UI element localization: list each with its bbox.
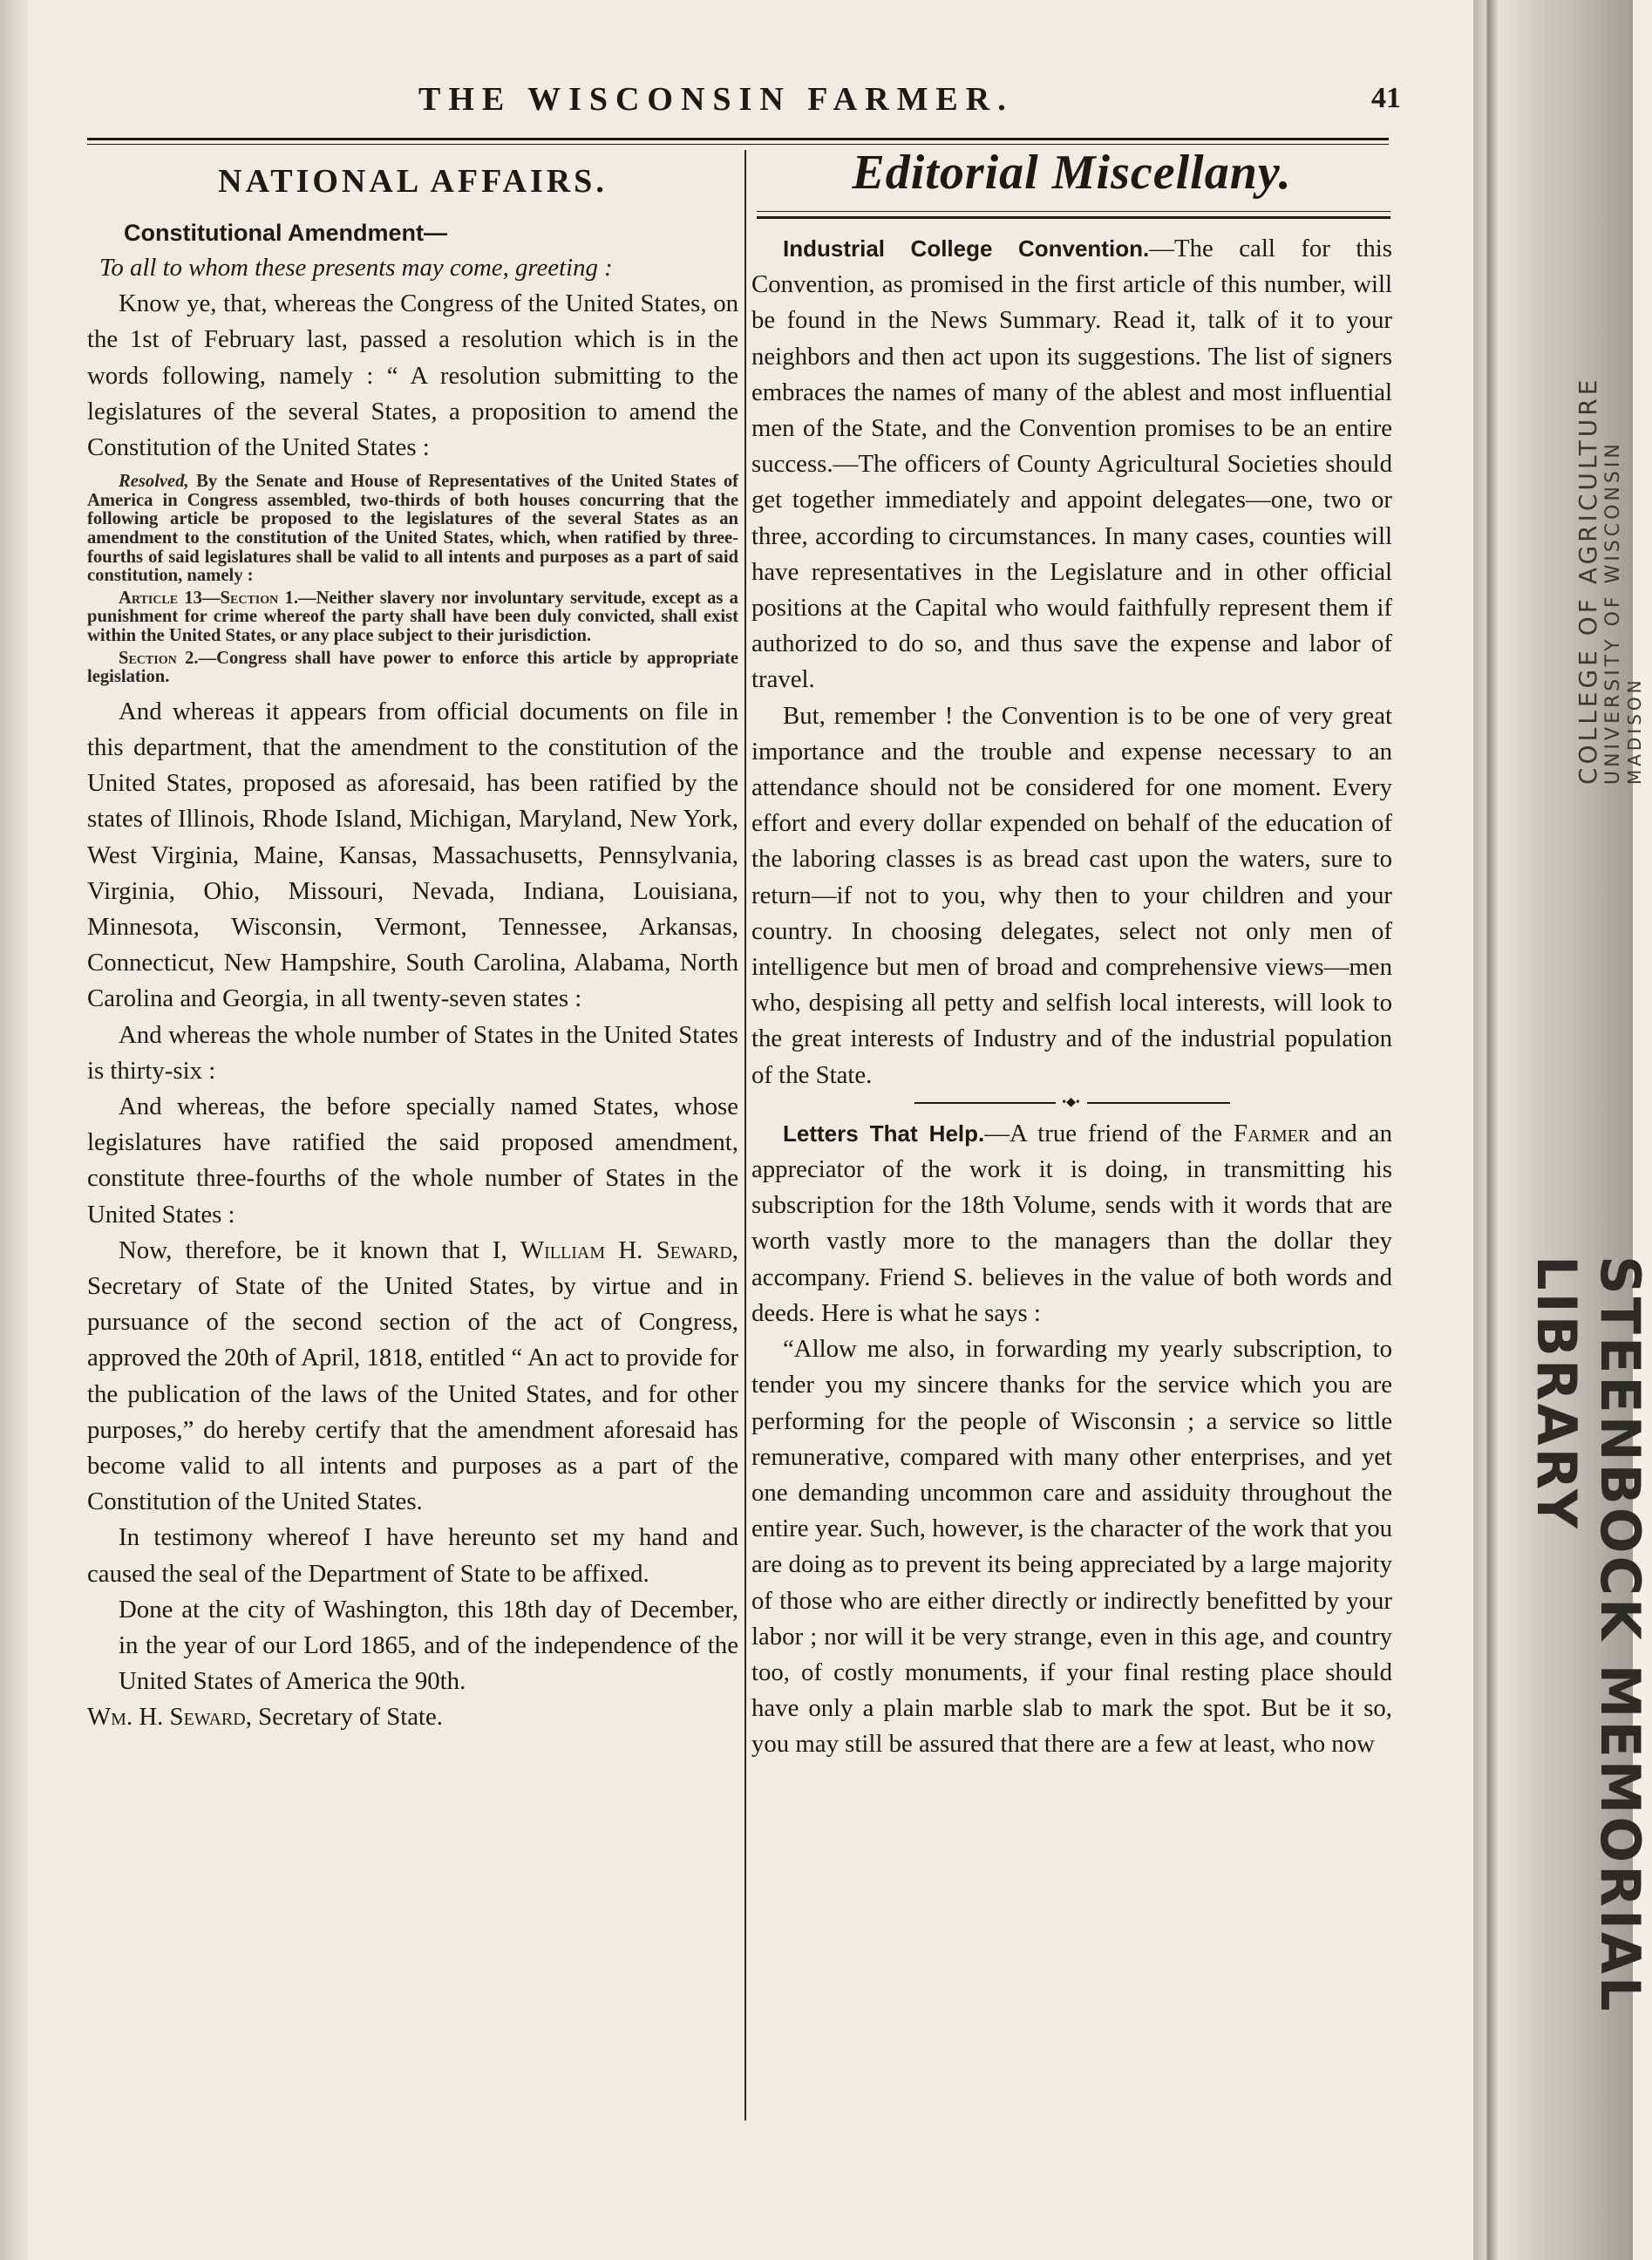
section-2-body: —Congress shall have power to enforce this article by appropriate legislation. [87,648,738,687]
spine-stamp-college: COLLEGE OF AGRICULTURE [1574,376,1602,785]
resolution-text [87,473,738,586]
publication-title: THE WISCONSIN FARMER. [418,81,1014,118]
section-title-national-affairs: NATIONAL AFFAIRS. [218,163,608,200]
paragraph-whereas-thirty-six: And whereas the whole number of States in the United States is thirty-six : [87,1020,738,1085]
article-13-body: —Neither slavery nor involuntary servitude, except as a punishment for crime whereof the party shall have been duly convicted, shall exist within the United States, or any place subject to their jurisdiction. [87,588,738,645]
resolved-lead: Resolved, [119,472,189,492]
letters-that-help-intro: —A true friend of the [984,1119,1234,1147]
paragraph-whereas-ratified: And whereas it appears from official documents on file in this department, that the amendment to the constitution of the United States, proposed as aforesaid, has been ratified by the states of Illinois, Rhode Island, Michigan, Maryland, New York, West Virginia, Maine, Kansas, Massachusetts, Pennsylvania, Virginia, Ohio, Missouri, Nevada, Indiana, Louisiana, Minnesota, Wisconsin, Vermont, Tennessee, Arkansas, Connecticut, New Hampshire, South Carolina, Alabama, North Carolina and Georgia, in all twenty-seven states : [87,697,738,1013]
paragraph-letters-that-help [751,1116,1392,1331]
william-seward-name: William H. Seward [520,1236,732,1264]
spine-library-stamp [1525,942,1652,2232]
proclamation-salutation: To all to whom these presents may come, greeting : [99,254,613,282]
paragraph-whereas-three-fourths: And whereas, the before specially named States, whose legislatures have ratified the said proposed amendment, constitute three-fourths of the whole number of States in the United States : [87,1092,738,1229]
section-2-lead: Section 2. [119,648,199,668]
signature-title: , Secretary of State. [245,1703,443,1732]
farmer-name: Farmer [1234,1119,1310,1147]
article-title-constitutional-amendment: Constitutional Amendment— [124,220,447,246]
page-number: 41 [1371,82,1401,114]
left-column [87,150,738,1736]
industrial-college-body: —The call for this Convention, as promised in the first article of this number, will be found in the News Summary. Read it, talk of it to your neighbors and then act upon its suggestions. The list of signers embraces the names of many of the ablest and most influential men of the State, and the Convention promises to be an entire success.—The officers of County Agricultural Societies should get together immediately and appoint delegates—one, two or three, according to circumstances. In many cases, counties will have representatives in the Legislature and in other official positions at the Capital who would faithfully represent them if authorized to do so, and thus save the expense and labor of travel. [751,235,1393,694]
spine-stamp-university: UNIVERSITY OF WISCONSIN [1602,440,1624,785]
header-double-rule [87,138,1389,145]
signature-name: Wm. H. Seward [87,1703,246,1732]
editorial-double-rule [757,211,1390,219]
paragraph-allow-me: “Allow me also, in forwarding my yearly subscription, to tender you my sincere thanks for the service which you are performing for the people of Wisconsin ; a service so little remunerative, compared with many other enterprises, and yet one demanding uncommon care and assiduity throughout the entire year. Such, however, is the character of the work that you are doing as to prevent its being appreciated by a large majority of those who are either directly or indirectly benefitted by your labor ; nor will it be very strange, even in this age, and country too, of costly monuments, if your final resting place should have only a plain marble slab to mark the spot. But be it so, you may still be assured that there are a few at least, who now [751,1335,1392,1759]
letters-that-help-body: and an appreciator of the work it is doing, in transmitting his subscription for the 18th Volume, sends with it words that are worth vastly more to the managers than the dollar they accompany. Friend S. believes in the value of both words and deeds. Here is what he says : [751,1119,1392,1327]
ornament-glyph: •◆• [1056,1097,1087,1109]
column-divider [744,150,746,2120]
section-title-editorial-miscellany: Editorial Miscellany. [852,146,1292,200]
letters-that-help-heading: Letters That Help. [783,1120,985,1147]
resolved-body: By the Senate and House of Representatives of the United States of America in Congress assembled, two-thirds of both houses concurring that the following article be proposed to the legislatures of the several States as an amendment to the constitution of the United States, which, when ratified by three-fourths of said legislatures shall be valid to all intents and purposes as a part of said constitution, namely : [87,472,738,586]
spine-library-stamp-small [1574,377,1645,785]
paragraph-industrial-college-convention [751,231,1392,698]
paragraph-know-ye: Know ye, that, whereas the Congress of the United States, on the 1st of February last, passed a resolution which is in the words following, namely : “ A resolution submitting to the legislatures of the several States, a proposition to amend the Constitution of the United States : [87,289,738,462]
now-therefore-rest: , Secretary of State of the United States, by virtue and in pursuance of the second section of the act of Congress, approved the 20th of April, 1818, entitled “ An act to provide for the publication of the laws of the United States, and for other purposes,” do hereby certify that the amendment aforesaid has become valid to all intents and purposes as a part of the Constitution of the United States. [87,1236,738,1516]
spine-stamp-madison: MADISON [1624,677,1645,785]
paragraph-now-therefore [87,1233,738,1521]
paragraph-in-testimony: In testimony whereof I have hereunto set my hand and caused the seal of the Department of State to be affixed. [87,1523,738,1588]
signature-line [87,1699,738,1735]
running-head [87,80,1401,124]
spine-stamp-library-name: STEENBOCK MEMORIAL LIBRARY [1525,1256,1652,2014]
paragraph-but-remember: But, remember ! the Convention is to be one of very great importance and the trouble and expense necessary to an attendance should not be considered for one moment. Every effort and every dollar expended on behalf of the education of the laboring classes is as bread cast upon the waters, sure to return—if not to you, why then to your children and your country. In choosing delegates, select not only men of intelligence but men of broad and comprehensive views—men who, despising all petty and selfish local interests, will look to the great interests of Industry and of the industrial population of the State. [751,701,1392,1089]
right-column [751,146,1393,1763]
article-13-text [87,589,738,646]
paragraph-done-at-washington: Done at the city of Washington, this 18th day of December, in the year of our Lord 1865, and of the independence of the United States of America the 90th. [119,1595,738,1696]
industrial-college-heading: Industrial College Convention. [783,235,1150,262]
page-gutter-shadow [0,0,28,2260]
now-therefore-start: Now, therefore, be it known that I, [119,1236,520,1264]
article-13-lead: Article 13—Section 1. [119,588,298,608]
section-2-text [87,650,738,687]
ornamental-divider [914,1097,1230,1109]
